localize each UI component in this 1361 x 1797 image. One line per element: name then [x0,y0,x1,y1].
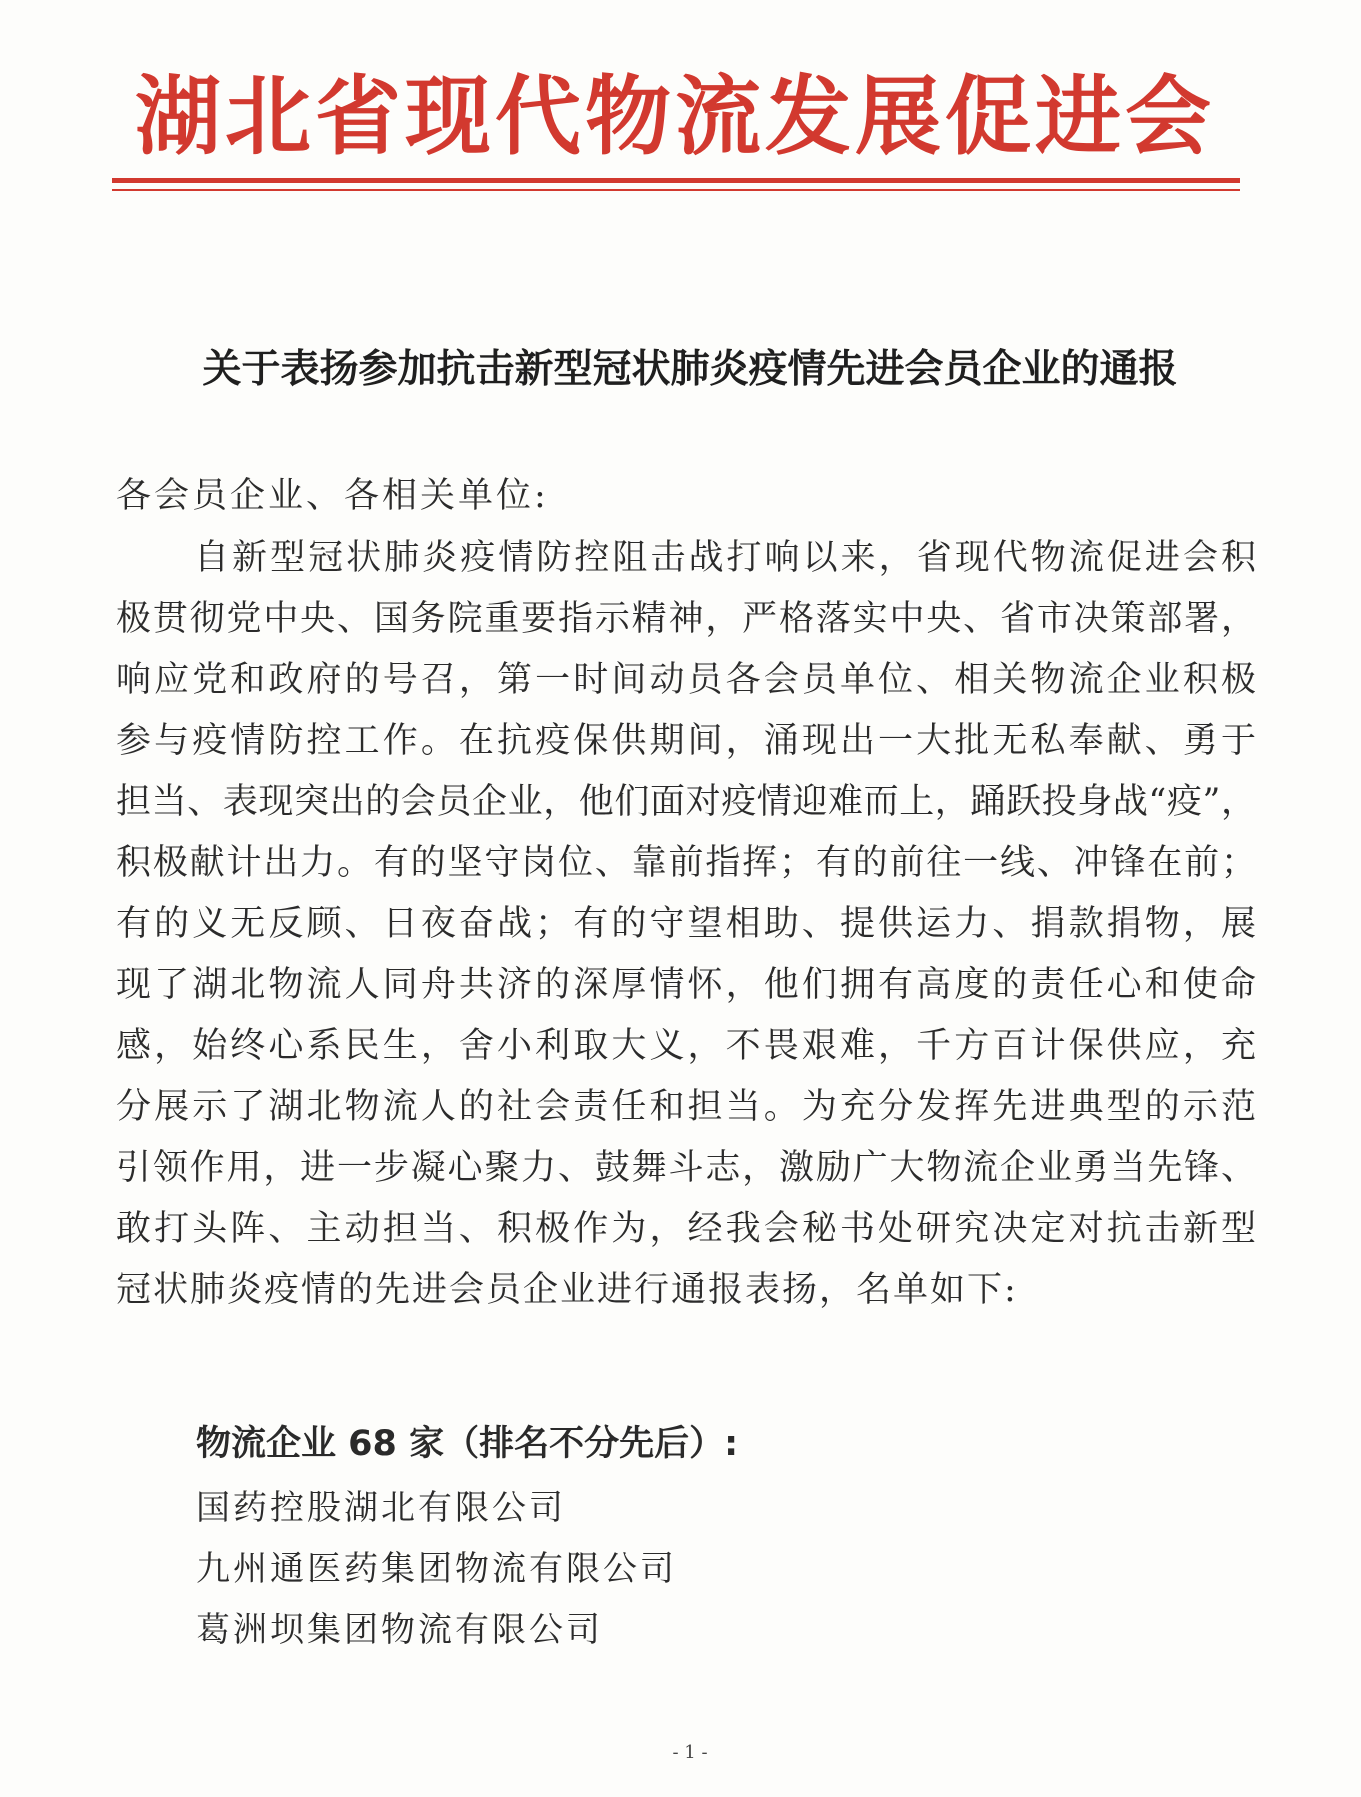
body-line: 冠状肺炎疫情的先进会员企业进行通报表扬，名单如下: [116,1270,1018,1310]
body-line: 分展示了湖北物流人的社会责任和担当。为充分发挥先进典型的示范 [116,1087,1256,1127]
body-line: 极贯彻党中央、国务院重要指示精神，严格落实中央、省市决策部署， [116,599,1256,639]
body-line: 有的义无反顾、日夜奋战；有的守望相助、提供运力、捐款捐物，展 [116,904,1256,944]
company-list-heading: 物流企业 68 家（排名不分先后）: [196,1424,739,1464]
letterhead-title: 湖北省现代物流发展促进会 [135,67,1215,167]
letterhead-red-rule-thin [112,189,1240,191]
company-list-item: 葛洲坝集团物流有限公司 [196,1610,603,1650]
body-line: 自新型冠状肺炎疫情防控阻击战打响以来，省现代物流促进会积 [194,538,1256,578]
salutation: 各会员企业、各相关单位: [116,476,549,516]
page-number: - 1 - [672,1742,708,1763]
letterhead-red-rule [112,178,1240,183]
body-paragraph [116,528,1256,1321]
body-line: 现了湖北物流人同舟共济的深厚情怀，他们拥有高度的责任心和使命 [116,965,1256,1005]
company-list-item: 九州通医药集团物流有限公司 [196,1549,677,1589]
body-line: 响应党和政府的号召，第一时间动员各会员单位、相关物流企业积极 [116,660,1256,700]
body-line: 感，始终心系民生，舍小利取大义，不畏艰难，千方百计保供应，充 [116,1026,1256,1066]
body-line: 引领作用，进一步凝心聚力、鼓舞斗志，激励广大物流企业勇当先锋、 [116,1148,1256,1188]
body-line: 敢打头阵、主动担当、积极作为，经我会秘书处研究决定对抗击新型 [116,1209,1256,1249]
body-line: 担当、表现突出的会员企业，他们面对疫情迎难而上，踊跃投身战“疫”， [116,782,1256,822]
company-list-item: 国药控股湖北有限公司 [196,1488,566,1528]
body-line: 积极献计出力。有的坚守岗位、靠前指挥；有的前往一线、冲锋在前； [116,843,1256,883]
document-title: 关于表扬参加抗击新型冠状肺炎疫情先进会员企业的通报 [202,346,1178,392]
body-line: 参与疫情防控工作。在抗疫保供期间，涌现出一大批无私奉献、勇于 [116,721,1256,761]
company-list [196,1478,677,1661]
